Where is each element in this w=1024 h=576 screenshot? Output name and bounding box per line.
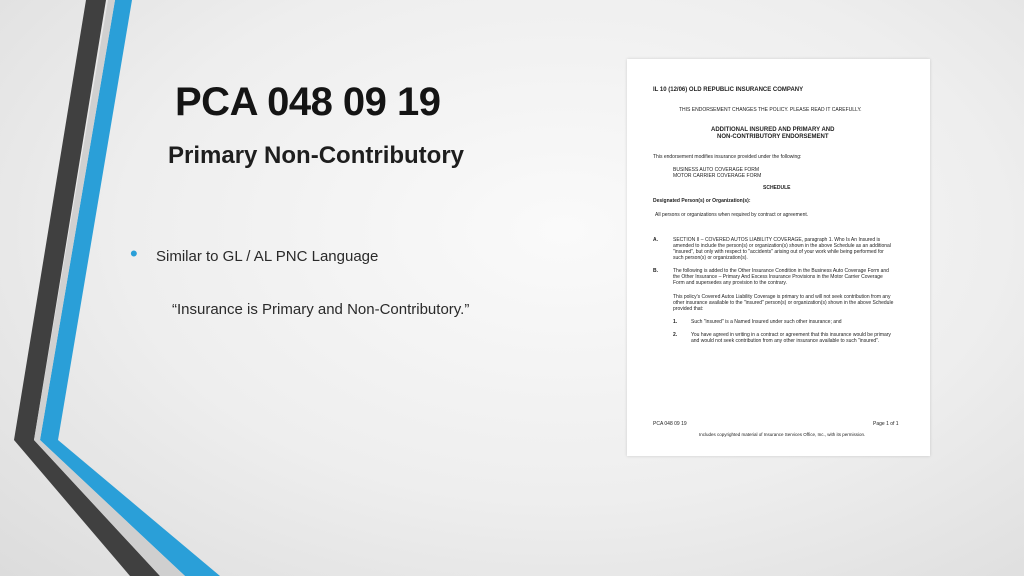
- doc-copyright: Includes copyrighted material of Insurance Services Office, Inc., with its permission.: [699, 432, 866, 437]
- doc-footer-form: PCA 048 09 19: [653, 421, 687, 427]
- doc-a-line1: SECTION II – COVERED AUTOS LIABILITY COVERAGE, paragraph 1. Who Is An Insured is: [673, 237, 881, 243]
- doc-a-label: A.: [653, 237, 658, 243]
- doc-n1-text: Such "insured" is a Named Insured under such other insurance; and: [691, 319, 842, 325]
- doc-b-line3: Form and supersedes any provision to the contrary.: [673, 280, 787, 286]
- doc-p-line2: other insurance available to the "insured" person(s) or organization(s) shown in the above Schedule: [673, 300, 894, 306]
- doc-modifies: This endorsement modifies insurance provided under the following:: [653, 154, 802, 160]
- doc-schedule: SCHEDULE: [763, 185, 791, 191]
- doc-notice: THIS ENDORSEMENT CHANGES THE POLICY. PLEASE READ IT CAREFULLY.: [679, 107, 862, 113]
- doc-form1: BUSINESS AUTO COVERAGE FORM: [673, 167, 760, 173]
- doc-title-line2: NON-CONTRIBUTORY ENDORSEMENT: [717, 134, 829, 140]
- doc-b-line1: The following is added to the Other Insurance Condition in the Business Auto Coverage Form and: [673, 268, 889, 274]
- light-stripe-upper: [34, 0, 115, 440]
- doc-n2-line2: and would not seek contribution from any other insurance available to such "insured".: [691, 338, 880, 344]
- doc-all-persons: All persons or organizations when required by contract or agreement.: [655, 212, 809, 218]
- endorsement-document-image: [627, 59, 930, 456]
- doc-form2: MOTOR CARRIER COVERAGE FORM: [673, 173, 762, 179]
- doc-p-line1: This policy's Covered Autos Liability Coverage is primary to and will not seek contribution from any: [673, 294, 891, 300]
- doc-form-header: IL 10 (12/06) OLD REPUBLIC INSURANCE COMPANY: [653, 87, 804, 93]
- doc-p-line3: provided that:: [673, 306, 704, 312]
- doc-n1-label: 1.: [673, 319, 678, 325]
- bullet-dot-icon: •: [130, 241, 138, 266]
- doc-n2-label: 2.: [673, 332, 678, 338]
- slide-title: PCA 048 09 19: [175, 80, 441, 124]
- doc-a-line3: "insured", but only with respect to "accidents" arising out of your work while being performed for: [673, 249, 884, 255]
- doc-b-line2: the Other Insurance – Primary And Excess Insurance Provisions in the Motor Carrier Coverage: [673, 274, 883, 280]
- doc-n2-line1: You have agreed in writing in a contract or agreement that this insurance would be primary: [691, 332, 891, 338]
- doc-footer-page: Page 1 of 1: [873, 421, 899, 427]
- doc-title-line1: ADDITIONAL INSURED AND PRIMARY AND: [711, 127, 835, 133]
- bullet-text: Similar to GL / AL PNC Language: [156, 248, 379, 265]
- quote-text: “Insurance is Primary and Non-Contributory.”: [172, 301, 470, 318]
- doc-a-line2: amended to include the person(s) or organization(s) shown in the above Schedule as an additional: [673, 243, 891, 249]
- light-stripe-lower: [34, 440, 185, 576]
- doc-designated: Designated Person(s) or Organization(s):: [653, 198, 751, 204]
- doc-b-label: B.: [653, 268, 658, 274]
- slide-subtitle: Primary Non-Contributory: [168, 142, 465, 169]
- doc-a-line4: such person(s) or organization(s).: [673, 255, 748, 261]
